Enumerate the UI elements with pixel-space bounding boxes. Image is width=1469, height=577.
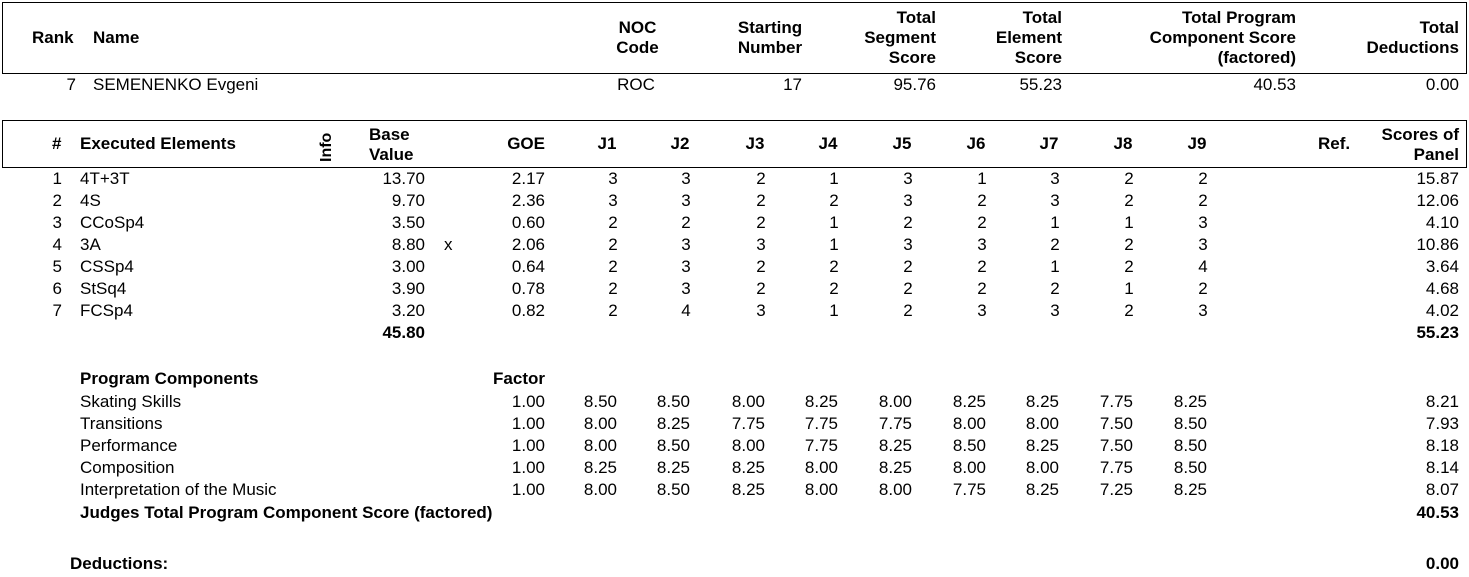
element-judge-score-j6: 2 (977, 279, 987, 298)
element-name: CCoSp4 (80, 213, 145, 232)
element-goe: 0.78 (511, 279, 545, 298)
element-judge-score-j6: 1 (977, 169, 987, 188)
element-judge-score-j4: 2 (829, 257, 839, 276)
element-judge-score-j9: 3 (1198, 213, 1208, 232)
component-panel-score: 8.18 (1425, 436, 1459, 455)
component-judge-score-j6: 8.00 (952, 414, 986, 433)
skater-total-pcs: 40.53 (1253, 75, 1296, 94)
judge-header-j2: J2 (670, 134, 690, 153)
element-row (0, 212, 1469, 234)
component-judge-score-j4: 8.25 (804, 392, 838, 411)
element-row (0, 234, 1469, 256)
scores-of-panel-header: Scores of Panel (1381, 125, 1459, 164)
element-judge-score-j8: 2 (1124, 191, 1134, 210)
judge-header-j4: J4 (818, 134, 838, 153)
element-judge-score-j2: 3 (681, 235, 691, 254)
executed-elements-header: Executed Elements (80, 134, 236, 153)
deductions-value: 0.00 (1425, 554, 1459, 573)
element-judge-score-j3: 2 (756, 213, 766, 232)
component-judge-score-j3: 8.25 (731, 480, 765, 499)
component-judge-score-j7: 8.25 (1025, 480, 1059, 499)
component-panel-score: 7.93 (1425, 414, 1459, 433)
component-judge-score-j4: 7.75 (804, 414, 838, 433)
component-row (0, 391, 1469, 413)
component-judge-score-j3: 8.00 (731, 392, 765, 411)
component-judge-score-j1: 8.50 (583, 392, 617, 411)
component-factor: 1.00 (511, 414, 545, 433)
element-number: 7 (52, 301, 62, 320)
element-judge-score-j7: 1 (1050, 257, 1060, 276)
component-judge-score-j5: 8.25 (878, 436, 912, 455)
component-factor: 1.00 (511, 480, 545, 499)
element-judge-score-j5: 2 (903, 257, 913, 276)
element-judge-score-j9: 2 (1198, 191, 1208, 210)
element-judge-score-j4: 2 (829, 279, 839, 298)
deductions-label: Deductions: (70, 554, 169, 573)
element-panel-score: 12.06 (1416, 191, 1459, 210)
element-judge-score-j5: 2 (903, 301, 913, 320)
element-judge-score-j8: 1 (1124, 279, 1134, 298)
element-name: 4S (80, 191, 101, 210)
component-row (0, 413, 1469, 435)
component-judge-score-j5: 7.75 (878, 414, 912, 433)
element-base-value: 3.90 (391, 279, 425, 298)
element-base-value: 3.50 (391, 213, 425, 232)
element-judge-score-j4: 2 (829, 191, 839, 210)
element-judge-score-j5: 3 (903, 169, 913, 188)
skater-total-deductions: 0.00 (1425, 75, 1459, 94)
component-panel-score: 8.14 (1425, 458, 1459, 477)
judges-total-pcs-label: Judges Total Program Component Score (factored) (80, 503, 493, 522)
component-judge-score-j3: 8.00 (731, 436, 765, 455)
element-judge-score-j9: 3 (1198, 235, 1208, 254)
component-judge-score-j9: 8.25 (1173, 392, 1207, 411)
element-panel-score: 10.86 (1416, 235, 1459, 254)
component-name: Composition (80, 458, 175, 477)
element-judge-score-j1: 2 (608, 213, 618, 232)
info-header: Info (318, 132, 335, 162)
element-judge-score-j3: 2 (756, 169, 766, 188)
element-row (0, 278, 1469, 300)
element-goe: 0.60 (511, 213, 545, 232)
element-panel-score: 15.87 (1416, 169, 1459, 188)
element-name: 4T+3T (80, 169, 130, 188)
element-judge-score-j2: 3 (681, 191, 691, 210)
component-judge-score-j9: 8.50 (1173, 458, 1207, 477)
judges-total-pcs-value: 40.53 (1416, 503, 1459, 522)
element-judge-score-j2: 3 (681, 257, 691, 276)
element-judge-score-j5: 2 (903, 279, 913, 298)
component-factor: 1.00 (511, 458, 545, 477)
component-judge-score-j6: 8.00 (952, 458, 986, 477)
judge-header-j1: J1 (597, 134, 617, 153)
component-judge-score-j7: 8.00 (1025, 458, 1059, 477)
element-goe: 2.06 (511, 235, 545, 254)
element-row (0, 168, 1469, 190)
base-value-header: Base Value (369, 125, 414, 164)
component-name: Skating Skills (80, 392, 182, 411)
element-row (0, 256, 1469, 278)
element-judge-score-j5: 3 (903, 191, 913, 210)
rank-header: Rank (32, 28, 74, 47)
component-judge-score-j1: 8.00 (583, 414, 617, 433)
component-judge-score-j8: 7.50 (1099, 414, 1133, 433)
element-number: 3 (52, 213, 62, 232)
component-judge-score-j6: 7.75 (952, 480, 986, 499)
judge-header-j3: J3 (745, 134, 765, 153)
element-row (0, 300, 1469, 322)
component-judge-score-j9: 8.25 (1173, 480, 1207, 499)
element-goe: 2.36 (511, 191, 545, 210)
element-judge-score-j5: 2 (903, 213, 913, 232)
element-base-value: 3.00 (391, 257, 425, 276)
element-judge-score-j9: 2 (1198, 169, 1208, 188)
element-goe: 2.17 (511, 169, 545, 188)
total-segment-score-header: Total Segment Score (864, 8, 936, 67)
element-row (0, 190, 1469, 212)
element-info: x (444, 235, 453, 254)
component-judge-score-j9: 8.50 (1173, 436, 1207, 455)
component-judge-score-j7: 8.25 (1025, 436, 1059, 455)
element-name: StSq4 (80, 279, 127, 298)
element-judge-score-j7: 3 (1050, 169, 1060, 188)
component-judge-score-j8: 7.75 (1099, 392, 1133, 411)
component-judge-score-j2: 8.50 (656, 392, 690, 411)
element-panel-score: 3.64 (1425, 257, 1459, 276)
element-judge-score-j6: 2 (977, 257, 987, 276)
component-judge-score-j2: 8.50 (656, 480, 690, 499)
element-judge-score-j2: 3 (681, 169, 691, 188)
component-panel-score: 8.21 (1425, 392, 1459, 411)
component-judge-score-j8: 7.50 (1099, 436, 1133, 455)
judge-header-j6: J6 (966, 134, 986, 153)
component-judge-score-j2: 8.25 (656, 414, 690, 433)
element-judge-score-j2: 2 (681, 213, 691, 232)
element-judge-score-j1: 2 (608, 301, 618, 320)
element-judge-score-j1: 2 (608, 279, 618, 298)
element-base-value: 3.20 (391, 301, 425, 320)
element-judge-score-j8: 1 (1124, 213, 1134, 232)
component-judge-score-j1: 8.25 (583, 458, 617, 477)
ref-header: Ref. (1318, 134, 1351, 153)
element-name: 3A (80, 235, 101, 254)
elements-panel-total: 55.23 (1416, 323, 1459, 342)
element-panel-score: 4.02 (1425, 301, 1459, 320)
skater-starting-number: 17 (783, 75, 802, 94)
component-judge-score-j4: 8.00 (804, 458, 838, 477)
element-judge-score-j7: 3 (1050, 191, 1060, 210)
element-judge-score-j1: 3 (608, 191, 618, 210)
element-number: 1 (52, 169, 62, 188)
component-factor: 1.00 (511, 436, 545, 455)
element-judge-score-j1: 2 (608, 235, 618, 254)
skater-rank: 7 (66, 75, 76, 94)
element-panel-score: 4.10 (1425, 213, 1459, 232)
element-judge-score-j6: 2 (977, 213, 987, 232)
element-judge-score-j8: 2 (1124, 235, 1134, 254)
element-judge-score-j7: 2 (1050, 235, 1060, 254)
element-name: FCSp4 (80, 301, 133, 320)
component-panel-score: 8.07 (1425, 480, 1459, 499)
element-judge-score-j3: 2 (756, 279, 766, 298)
element-judge-score-j4: 1 (829, 213, 839, 232)
total-pcs-header: Total Program Component Score (factored) (1149, 8, 1296, 67)
skater-total-element-score: 55.23 (1019, 75, 1062, 94)
component-name: Performance (80, 436, 178, 455)
element-number: 6 (52, 279, 62, 298)
total-deductions-header: Total Deductions (1366, 18, 1459, 57)
skater-name: SEMENENKO Evgeni (93, 75, 259, 94)
element-number-header: # (52, 134, 62, 153)
component-name: Transitions (80, 414, 163, 433)
judge-header-j8: J8 (1113, 134, 1133, 153)
name-header: Name (93, 28, 140, 47)
element-judge-score-j6: 2 (977, 191, 987, 210)
skater-total-segment-score: 95.76 (893, 75, 936, 94)
component-factor: 1.00 (511, 392, 545, 411)
element-goe: 0.82 (511, 301, 545, 320)
element-name: CSSp4 (80, 257, 134, 276)
component-row (0, 457, 1469, 479)
element-judge-score-j3: 2 (756, 257, 766, 276)
judge-header-j5: J5 (892, 134, 912, 153)
component-judge-score-j1: 8.00 (583, 480, 617, 499)
element-judge-score-j4: 1 (829, 235, 839, 254)
element-base-value: 8.80 (391, 235, 425, 254)
element-base-value: 9.70 (391, 191, 425, 210)
element-judge-score-j7: 2 (1050, 279, 1060, 298)
element-judge-score-j7: 3 (1050, 301, 1060, 320)
component-judge-score-j5: 8.00 (878, 480, 912, 499)
element-judge-score-j3: 3 (756, 235, 766, 254)
component-judge-score-j2: 8.50 (656, 436, 690, 455)
component-name: Interpretation of the Music (80, 480, 277, 499)
component-judge-score-j1: 8.00 (583, 436, 617, 455)
noc-header: NOC Code (616, 18, 659, 57)
element-panel-score: 4.68 (1425, 279, 1459, 298)
element-judge-score-j1: 3 (608, 169, 618, 188)
component-judge-score-j4: 8.00 (804, 480, 838, 499)
element-number: 2 (52, 191, 62, 210)
component-judge-score-j5: 8.25 (878, 458, 912, 477)
element-goe: 0.64 (511, 257, 545, 276)
component-judge-score-j8: 7.75 (1099, 458, 1133, 477)
element-judge-score-j9: 2 (1198, 279, 1208, 298)
element-judge-score-j6: 3 (977, 301, 987, 320)
element-judge-score-j6: 3 (977, 235, 987, 254)
component-row (0, 435, 1469, 457)
component-judge-score-j3: 8.25 (731, 458, 765, 477)
element-judge-score-j9: 3 (1198, 301, 1208, 320)
component-judge-score-j3: 7.75 (731, 414, 765, 433)
element-judge-score-j2: 3 (681, 279, 691, 298)
element-judge-score-j4: 1 (829, 169, 839, 188)
elements-base-total: 45.80 (382, 323, 425, 342)
judge-header-j9: J9 (1187, 134, 1207, 153)
element-judge-score-j3: 3 (756, 301, 766, 320)
element-judge-score-j2: 4 (681, 301, 691, 320)
element-judge-score-j4: 1 (829, 301, 839, 320)
element-judge-score-j8: 2 (1124, 169, 1134, 188)
starting-number-header: Starting Number (737, 18, 803, 57)
element-judge-score-j3: 2 (756, 191, 766, 210)
element-judge-score-j9: 4 (1198, 257, 1208, 276)
element-judge-score-j5: 3 (903, 235, 913, 254)
element-judge-score-j8: 2 (1124, 257, 1134, 276)
component-row (0, 479, 1469, 501)
total-element-score-header: Total Element Score (995, 8, 1062, 67)
component-judge-score-j4: 7.75 (804, 436, 838, 455)
component-judge-score-j7: 8.25 (1025, 392, 1059, 411)
component-judge-score-j6: 8.25 (952, 392, 986, 411)
element-judge-score-j1: 2 (608, 257, 618, 276)
element-base-value: 13.70 (382, 169, 425, 188)
judge-header-j7: J7 (1039, 134, 1059, 153)
component-judge-score-j7: 8.00 (1025, 414, 1059, 433)
component-judge-score-j2: 8.25 (656, 458, 690, 477)
component-judge-score-j8: 7.25 (1099, 480, 1133, 499)
element-number: 4 (52, 235, 62, 254)
element-judge-score-j7: 1 (1050, 213, 1060, 232)
element-judge-score-j8: 2 (1124, 301, 1134, 320)
factor-header: Factor (493, 369, 545, 388)
goe-header: GOE (507, 134, 545, 153)
program-components-title: Program Components (80, 369, 259, 388)
skater-noc: ROC (617, 75, 655, 94)
element-number: 5 (52, 257, 62, 276)
component-judge-score-j5: 8.00 (878, 392, 912, 411)
component-judge-score-j9: 8.50 (1173, 414, 1207, 433)
component-judge-score-j6: 8.50 (952, 436, 986, 455)
